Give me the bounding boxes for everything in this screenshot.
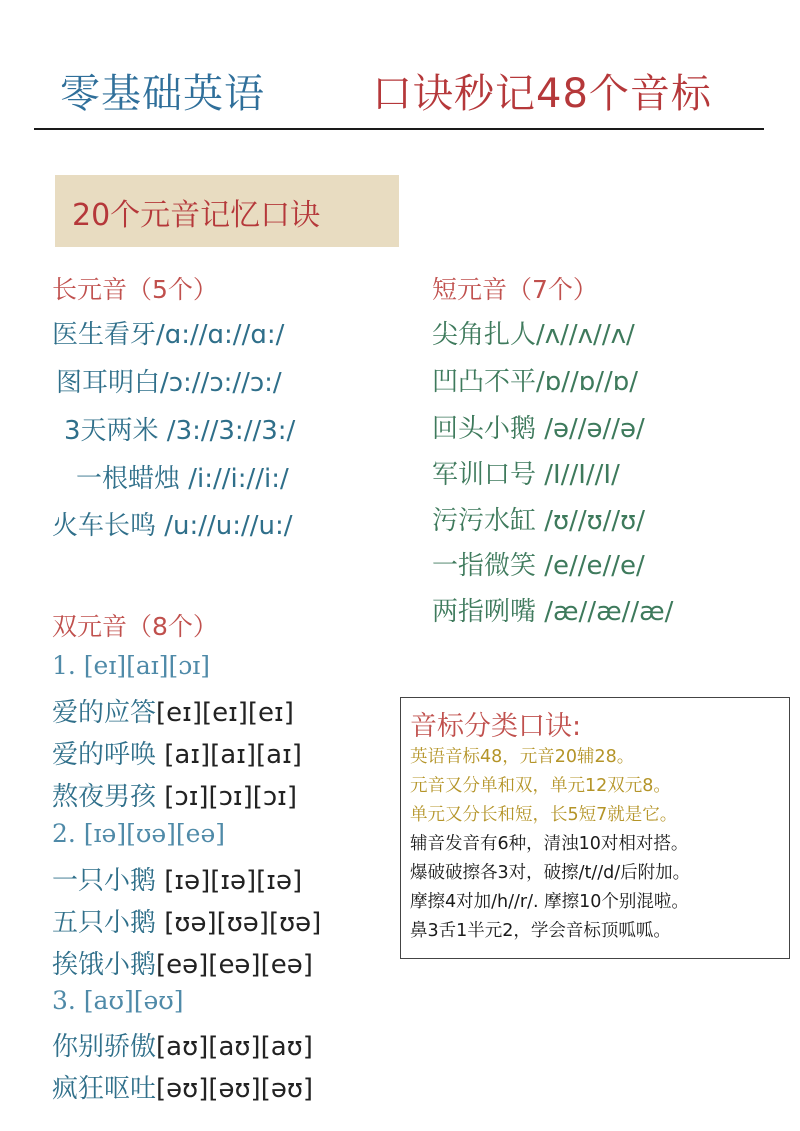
diphthong-item: [52, 1068, 313, 1105]
diphthong-ipa: [eə][eə][eə]: [156, 950, 313, 980]
short-vowel-item: 一指微笑 /e//e//e/: [432, 551, 645, 581]
diphthong-group-label: 1. [eɪ][aɪ][ɔɪ]: [52, 651, 211, 680]
short-vowel-item: 凹凸不平/ɒ//ɒ//ɒ/: [432, 367, 639, 397]
short-vowel-item: 回头小鹅 /ə//ə//ə/: [432, 414, 645, 444]
long-vowel-item: 火车长鸣 /u://u://u:/: [52, 511, 293, 541]
diphthong-word: 爱的呼唤: [52, 740, 165, 770]
diphthong-item: [52, 734, 302, 771]
diphthong-word: 你别骄傲: [52, 1032, 157, 1062]
long-vowel-item: 医生看牙/ɑ://ɑ://ɑ:/: [52, 320, 285, 350]
diphthong-word: 一只小鹅: [52, 866, 165, 896]
rule-line: 单元又分长和短，长5短7就是它。: [410, 805, 678, 825]
diphthong-word: 五只小鹅: [52, 908, 165, 938]
diphthong-ipa: [ɔɪ][ɔɪ][ɔɪ]: [164, 782, 297, 812]
long-vowels-heading: 长元音（5个）: [52, 275, 218, 304]
diphthong-ipa: [aɪ][aɪ][aɪ]: [164, 740, 302, 770]
title-divider: [34, 128, 764, 130]
diphthong-item: [52, 860, 302, 897]
diphthong-group-label: 3. [aʊ][əʊ]: [52, 986, 184, 1015]
rule-line: 辅音发音有6种，清浊10对相对搭。: [410, 834, 689, 854]
diphthong-item: [52, 944, 313, 981]
short-vowel-item: 尖角扎人/ʌ//ʌ//ʌ/: [432, 320, 635, 350]
diphthong-item: [52, 1026, 313, 1063]
diphthong-ipa: [əʊ][əʊ][əʊ]: [156, 1074, 314, 1104]
rule-line: 摩擦4对加/h//r/. 摩擦10个别混啦。: [410, 892, 689, 912]
diphthong-item: [52, 692, 294, 729]
page-subtitle: 口诀秒记48个音标: [372, 71, 712, 117]
diphthong-item: [52, 776, 297, 813]
short-vowel-item: 两指咧嘴 /æ//æ//æ/: [432, 597, 674, 627]
diphthong-ipa: [aʊ][aʊ][aʊ]: [156, 1032, 313, 1062]
diphthongs-heading: 双元音（8个）: [52, 612, 218, 641]
rule-line: 鼻3舌1半元2，学会音标顶呱呱。: [410, 921, 671, 941]
long-vowel-item: 3天两米 /3://3://3:/: [64, 416, 296, 446]
diphthong-ipa: [eɪ][eɪ][eɪ]: [156, 698, 294, 728]
long-vowel-item: 图耳明白/ɔ://ɔ://ɔ:/: [56, 368, 282, 398]
diphthong-word: 疯狂呕吐: [52, 1074, 157, 1104]
diphthong-group-label: 2. [ɪə][ʊə][eə]: [52, 819, 225, 848]
classification-title: 音标分类口诀:: [410, 711, 582, 742]
short-vowel-item: 污污水缸 /ʊ//ʊ//ʊ/: [432, 506, 646, 536]
banner-title: 20个元音记忆口诀: [72, 198, 321, 233]
diphthong-ipa: [ʊə][ʊə][ʊə]: [164, 908, 322, 938]
page-title: 零基础英语: [60, 71, 265, 117]
long-vowel-item: 一根蜡烛 /i://i://i:/: [76, 464, 289, 494]
short-vowel-item: 军训口号 /I//I//I/: [432, 460, 620, 490]
rule-line: 英语音标48，元音20辅28。: [410, 747, 635, 767]
diphthong-word: 挨饿小鹅: [52, 950, 157, 980]
diphthong-word: 熬夜男孩: [52, 782, 165, 812]
rule-line: 元音又分单和双，单元12双元8。: [410, 776, 671, 796]
diphthong-ipa: [ɪə][ɪə][ɪə]: [164, 866, 303, 896]
rule-line: 爆破破擦各3对，破擦/t//d/后附加。: [410, 863, 691, 883]
diphthong-item: [52, 902, 321, 939]
short-vowels-heading: 短元音（7个）: [432, 275, 598, 304]
diphthong-word: 爱的应答: [52, 698, 157, 728]
